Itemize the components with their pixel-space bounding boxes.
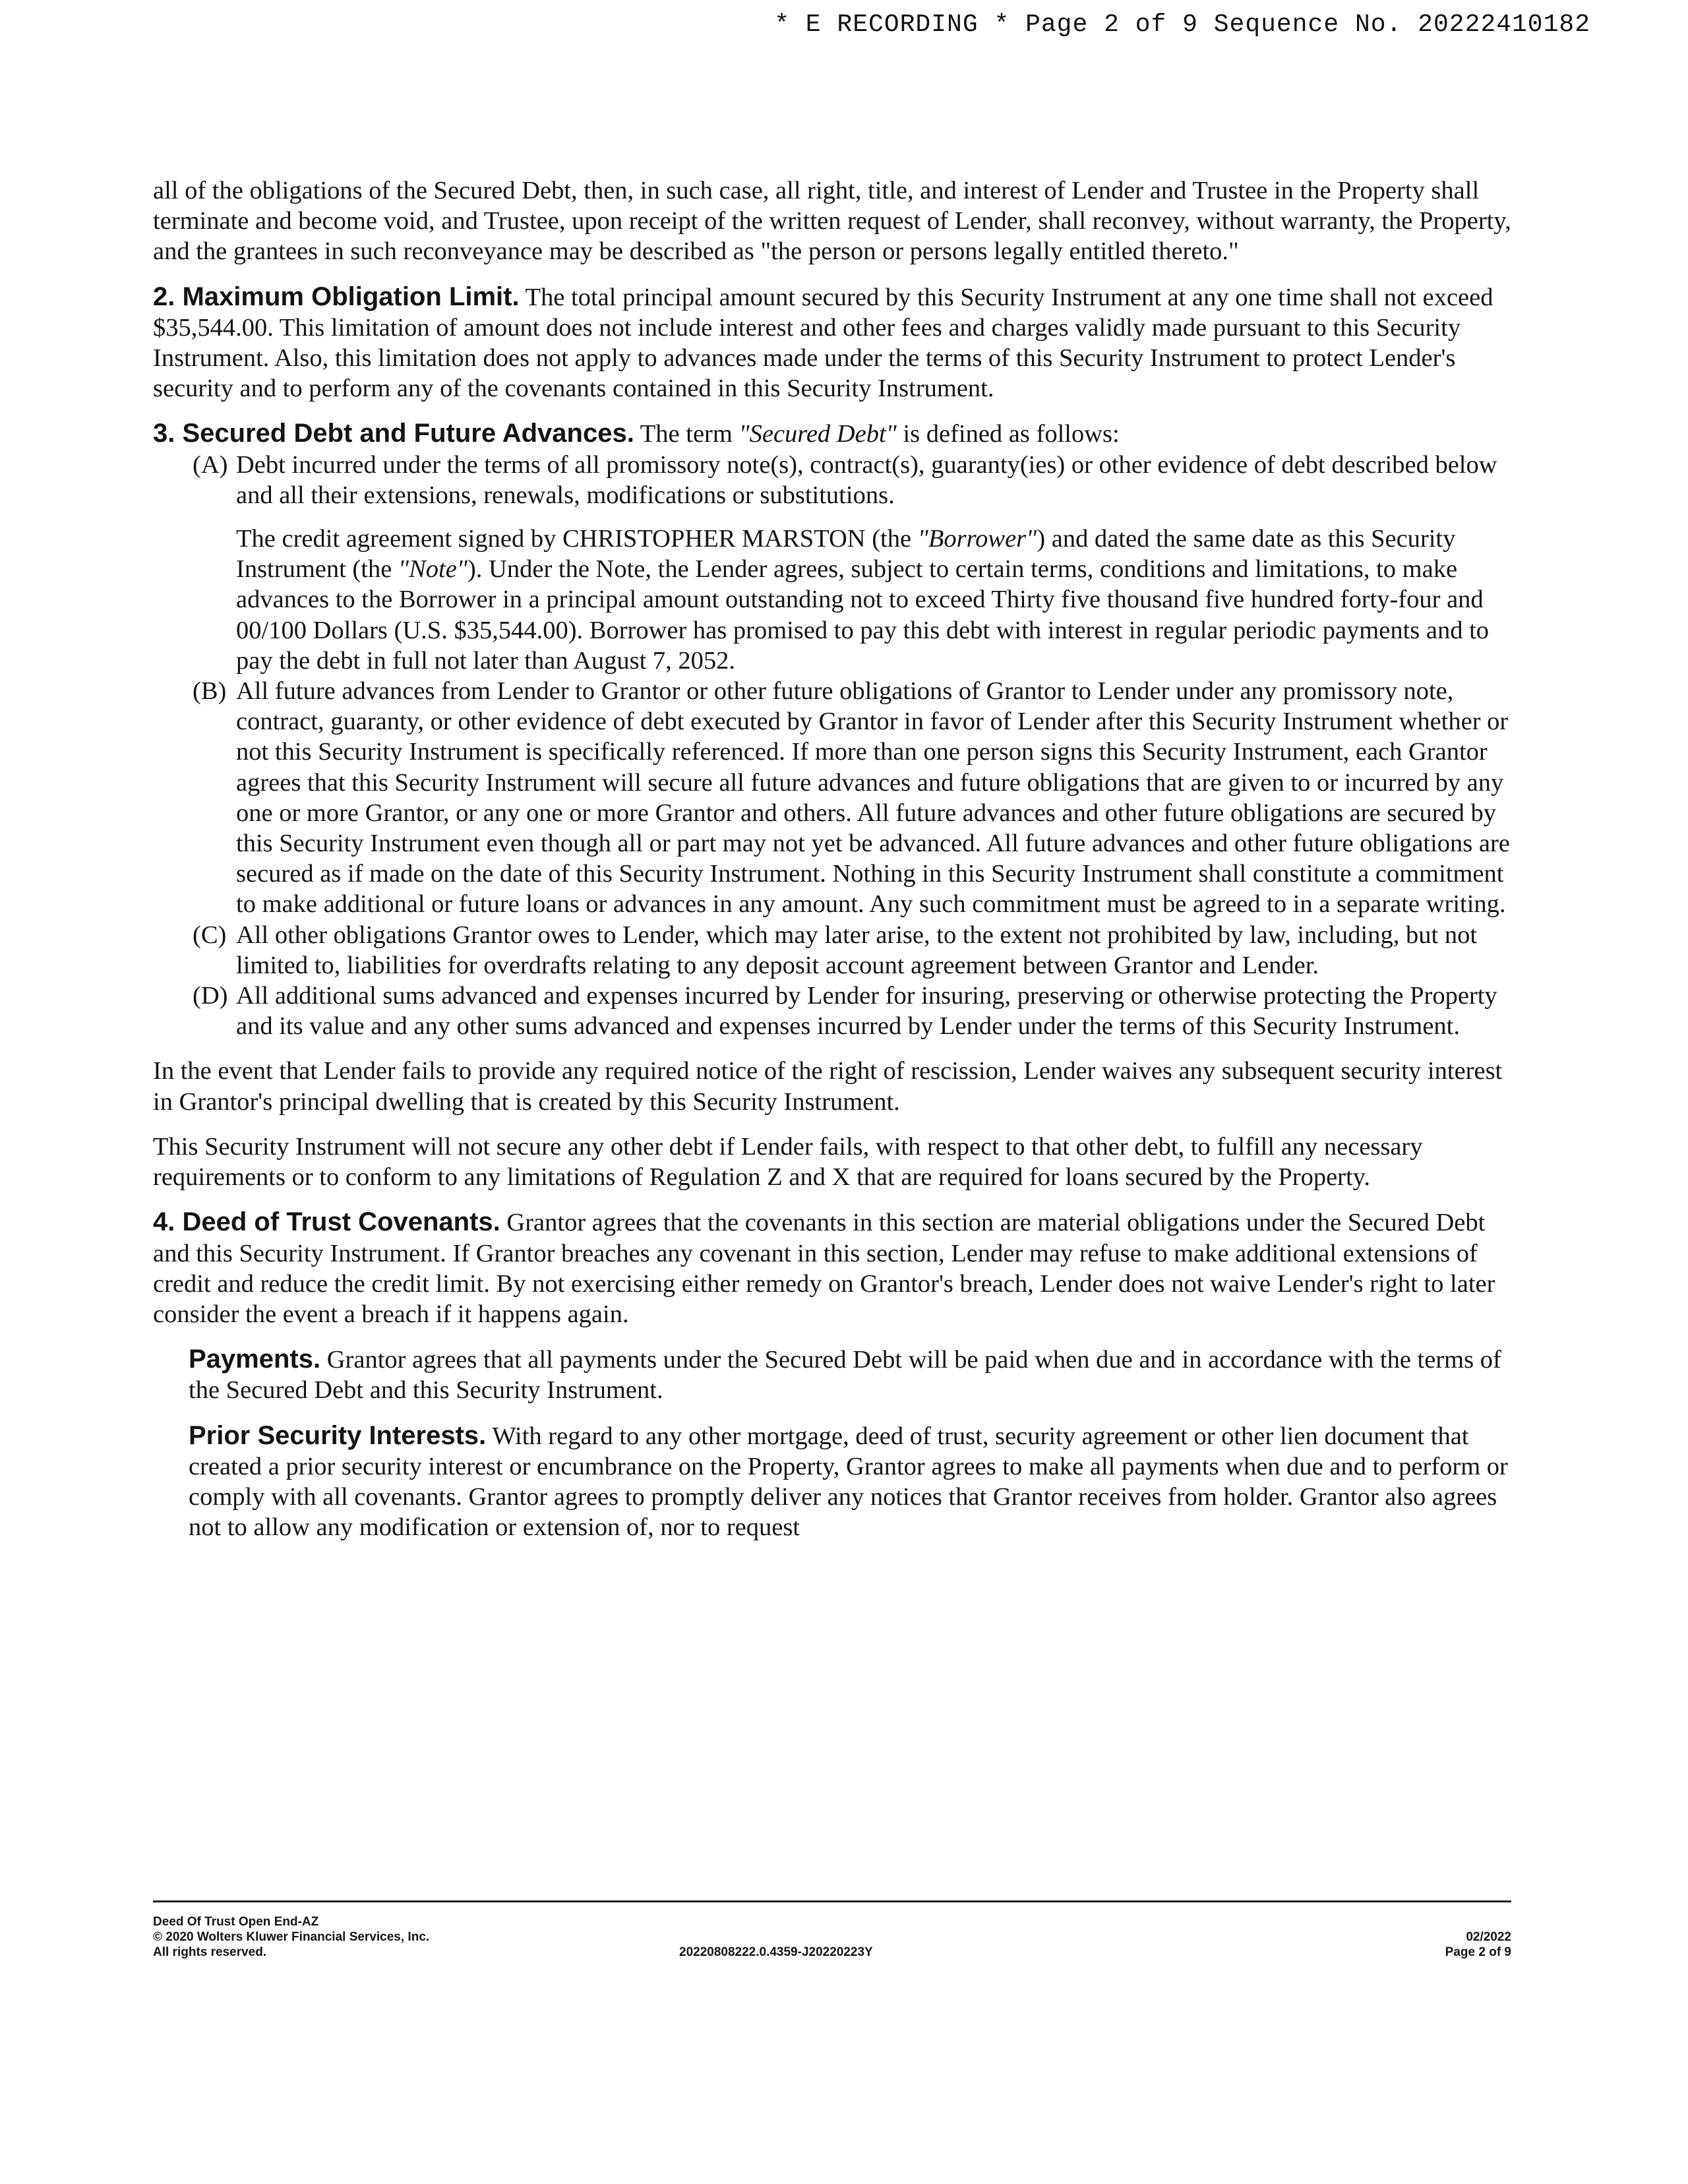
rescission-paragraph: In the event that Lender fails to provide any required notice of the right of rescission, Lender waives any subsequent security interest in Grantor's principal dwelling that is created by this Security Instrument. — [153, 1057, 1503, 1116]
section-3 — [153, 418, 1511, 1041]
item-a — [153, 450, 1511, 676]
payments-heading: Payments. — [189, 1345, 321, 1374]
payments-text: Grantor agrees that all payments under the Secured Debt will be paid when due and in accordance with the terms of the Secured Debt and this Security Instrument. — [189, 1346, 1501, 1405]
footer-copyright: © 2020 Wolters Kluwer Financial Services, Inc. — [153, 1930, 430, 1944]
intro-paragraph: all of the obligations of the Secured Debt, then, in such case, all right, title, and interest of Lender and Trustee in the Property shall terminate and become void, and Trustee, upon receipt of the written request of Lender, shall reconvey, without warranty, the Property, and the grantees in such reconveyance may be described as "the person or persons legally entitled thereto." — [153, 177, 1511, 266]
prior-security-heading: Prior Security Interests. — [189, 1420, 487, 1450]
section-2-heading: 2. Maximum Obligation Limit. — [153, 282, 520, 311]
item-a-label: (A) — [193, 450, 228, 479]
section-3-heading: 3. Secured Debt and Future Advances. — [153, 419, 634, 448]
section-4-text: Grantor agrees that the covenants in this section are material obligations under the Secured Debt and this Security Instrument. If Grantor breaches any covenant in this section, Lender may refuse to make additional extensions of credit and reduce the credit limit. By not exercising either remedy on Grantor's breach, Lender does not waive Lender's right to later consider the event a breach if it happens again. — [153, 1209, 1495, 1328]
secured-debt-term: "Secured Debt" — [738, 420, 897, 448]
document-body — [153, 175, 1511, 1557]
payments-paragraph — [153, 1344, 1511, 1405]
item-c-label: (C) — [193, 921, 227, 949]
prior-security-paragraph — [153, 1420, 1511, 1543]
prior-security-text: With regard to any other mortgage, deed of trust, security agreement or other lien document that created a prior security interest or encumbrance on the Property, Grantor agrees to make all payments when due and to perform or comply with all covenants. Grantor agrees to promptly deliver any notices that Grantor receives from holder. Grantor also agrees not to allow any modification or extension of, nor to request — [189, 1422, 1508, 1542]
item-b — [153, 676, 1511, 920]
credit-agreement-text-3: ). Under the Note, the Lender agrees, subject to certain terms, conditions and limitations, to make advances to the Borrower in a principal amount outstanding not to exceed Thirty five thousand five hundred forty-four and 00/100 Dollars (U.S. $35,544.00). Borrower has promised to pay this debt with interest in regular periodic payments and to pay the debt in full not later than August 7, 2052. — [236, 555, 1490, 675]
item-c — [153, 920, 1511, 981]
section-2-paragraph — [153, 282, 1511, 404]
note-term: "Note" — [398, 555, 467, 584]
item-d-text: All additional sums advanced and expenses incurred by Lender for insuring, preserving or otherwise protecting the Property and its value and any other sums advanced and expenses incurred by Lender under the terms of this Security Instrument. — [236, 982, 1497, 1041]
credit-agreement-paragraph — [236, 524, 1511, 676]
section-4-paragraph — [153, 1207, 1511, 1329]
section-4-heading: 4. Deed of Trust Covenants. — [153, 1207, 500, 1237]
credit-agreement-text-1: The credit agreement signed by CHRISTOPHER MARSTON (the — [236, 525, 912, 553]
recording-header: * E RECORDING * Page 2 of 9 Sequence No. 20222410182 — [774, 11, 1590, 39]
item-b-label: (B) — [193, 677, 227, 706]
section-3-lead — [153, 418, 1511, 449]
footer-page-number: Page 2 of 9 — [1445, 1945, 1511, 1959]
section-3-lead-before: The term — [640, 420, 733, 448]
item-d — [153, 981, 1511, 1041]
credit-agreement-text-2: ) and dated the same date as this Security Instrument (the — [236, 525, 1456, 584]
footer-doc-code-text: 20220808222.0.4359-J20220223Y — [679, 1945, 873, 1959]
footer-rights: All rights reserved. — [153, 1945, 267, 1959]
footer-rule — [153, 1900, 1511, 1902]
item-a-text: Debt incurred under the terms of all promissory note(s), contract(s), guaranty(ies) or other evidence of debt described below and all their extensions, renewals, modifications or substitutions. — [236, 450, 1497, 509]
item-d-label: (D) — [193, 982, 228, 1010]
footer-form-name: Deed Of Trust Open End-AZ — [153, 1915, 319, 1929]
footer-date: 02/2022 — [1466, 1930, 1511, 1944]
borrower-term: "Borrower" — [917, 525, 1037, 553]
footer-doc-code — [679, 1945, 873, 1960]
regulation-paragraph: This Security Instrument will not secure any other debt if Lender fails, with respect to that other debt, to fulfill any necessary requirements or to conform to any limitations of Regulation Z and X that are required for loans secured by the Property. — [153, 1132, 1423, 1192]
section-2-text: The total principal amount secured by this Security Instrument at any one time shall not exceed $35,544.00. This limitation of amount does not include interest and other fees and charges validly made pursuant to this Security Instrument. Also, this limitation does not apply to advances made under the terms of this Security Instrument to protect Lender's security and to perform any of the covenants contained in this Security Instrument. — [153, 283, 1493, 403]
item-b-text: All future advances from Lender to Grantor or other future obligations of Grantor to Lender under any promissory note, contract, guaranty, or other evidence of debt executed by Grantor in favor of Lender after this Security Instrument whether or not this Security Instrument is specifically referenced. If more than one person signs this Security Instrument, each Grantor agrees that this Security Instrument will secure all future advances and future obligations that are given to or incurred by any one or more Grantor, or any one or more Grantor and others. All future advances and other future obligations are secured by this Security Instrument even though all or part may not yet be advanced. All future advances and other future obligations are secured as if made on the date of this Security Instrument. Nothing in this Security Instrument shall constitute a commitment to make additional or future loans or advances in any amount. Any such commitment must be agreed to in a separate writing. — [236, 677, 1510, 919]
section-3-lead-after: is defined as follows: — [903, 420, 1120, 448]
footer-page-info — [1445, 1929, 1511, 1960]
footer-form-info — [153, 1914, 429, 1960]
item-c-text: All other obligations Grantor owes to Lender, which may later arise, to the extent not prohibited by law, including, but not limited to, liabilities for overdrafts relating to any deposit account agreement between Grantor and Lender. — [236, 921, 1478, 979]
